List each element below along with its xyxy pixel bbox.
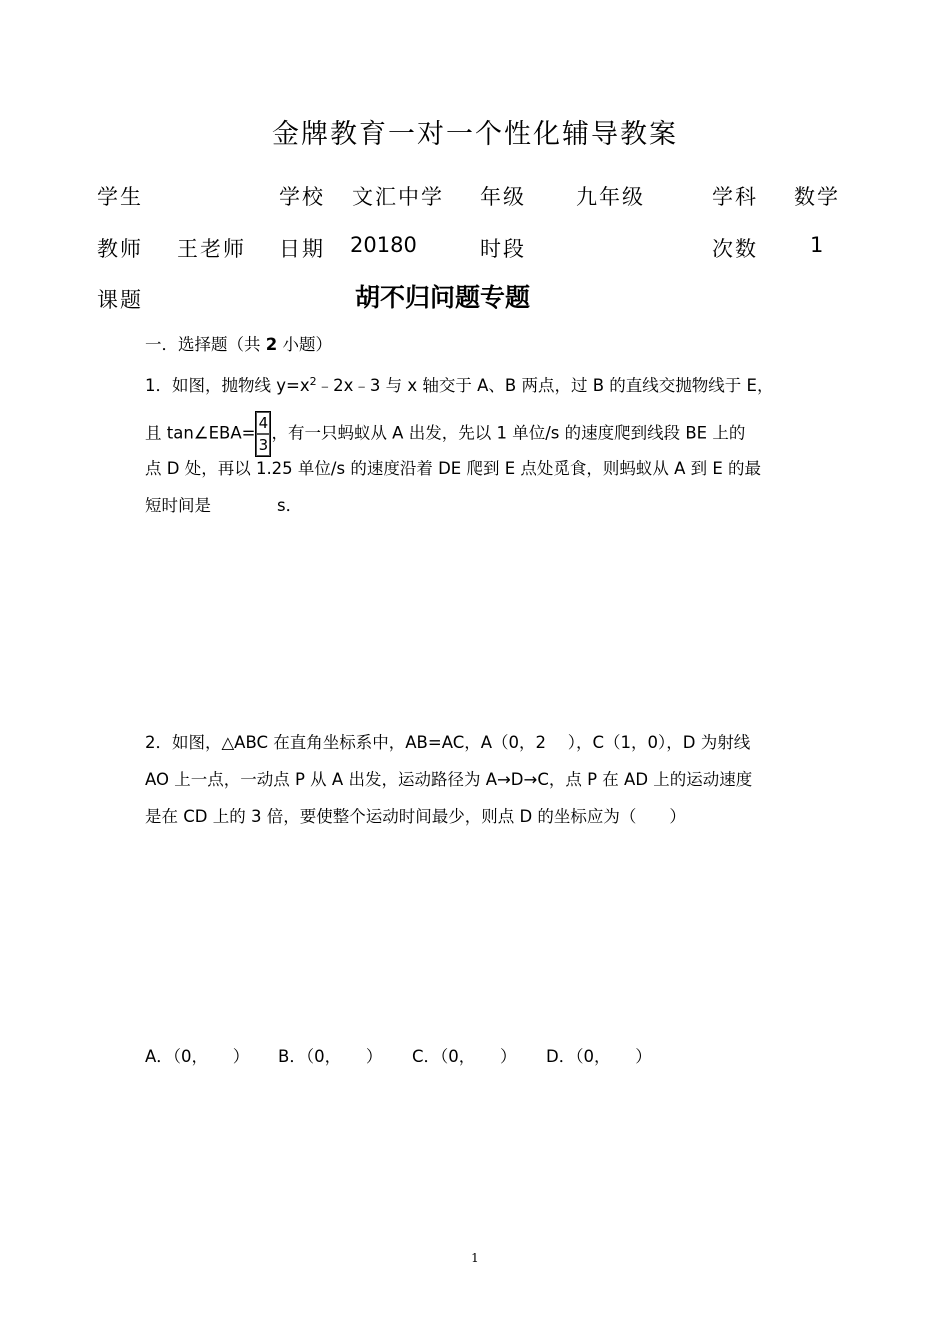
date-value: 20180 [350,233,417,257]
period-label: 时段 [480,237,526,261]
fraction-denominator: 3 [256,434,270,456]
school-value: 文汇中学 [352,185,444,209]
section-title-suffix: 小题） [277,335,332,354]
q1-exponent: 2 [309,375,317,388]
q2-line1: 2．如图，△ABC 在直角坐标系中，AB=AC，A（0，2 ），C（1，0），D 为射线 [145,733,751,752]
q1-line4 [145,496,302,516]
q1-line2 [145,411,745,457]
q1-line2-start: 且 tan∠EBA= [145,423,256,443]
grade-value: 九年级 [576,185,645,209]
section-title [145,335,332,355]
count-label: 次数 [712,237,758,261]
student-label: 学生 [97,185,143,209]
fraction-numerator: 4 [256,412,270,434]
q1-line4-end: s． [277,496,303,515]
q2-line3: 是在 CD 上的 3 倍，要使整个运动时间最少，则点 D 的坐标应为（ ） [145,807,686,826]
option-d: D．（0， ） [546,1047,652,1066]
page-number: 1 [471,1251,479,1265]
fraction-4-3 [255,411,271,457]
grade-label: 年级 [480,185,526,209]
option-a: A．（0， ） [145,1047,250,1066]
topic-value: 胡不归问题专题 [355,283,531,312]
q1-line1-start: 1．如图，抛物线 y=x [145,376,310,395]
school-label: 学校 [279,185,325,209]
topic-label: 课题 [97,288,143,312]
q2-line2: AO 上一点，一动点 P 从 A 出发，运动路径为 A→D→C，点 P 在 AD 上的运动速度 [145,770,753,789]
page-title: 金牌教育一对一个性化辅导教案 [272,119,678,150]
count-value: 1 [810,233,826,257]
option-c: C．（0， ） [412,1047,517,1066]
teacher-value: 王老师 [177,237,246,261]
subject-label: 学科 [712,185,758,209]
subject-value: 数学 [794,185,840,209]
option-b: B．（0， ） [278,1047,383,1066]
q1-line2-end: ，有一只蚂蚁从 A 出发，先以 1 单位/s 的速度爬到线段 BE 上的 [271,423,746,443]
date-label: 日期 [279,237,325,261]
section-title-count: 2 [265,335,278,354]
section-title-prefix: 一．选择题（共 [145,335,266,354]
q1-line1-end: ﹣2x﹣3 与 x 轴交于 A、B 两点，过 B 的直线交抛物线于 E， [316,376,774,395]
q1-line4-start: 短时间是 [145,496,211,515]
teacher-label: 教师 [97,237,143,261]
q1-line3: 点 D 处，再以 1.25 单位/s 的速度沿着 DE 爬到 E 点处觅食，则蚂蚁从 A 到 E 的最 [145,459,762,478]
q1-line1 [145,372,773,396]
